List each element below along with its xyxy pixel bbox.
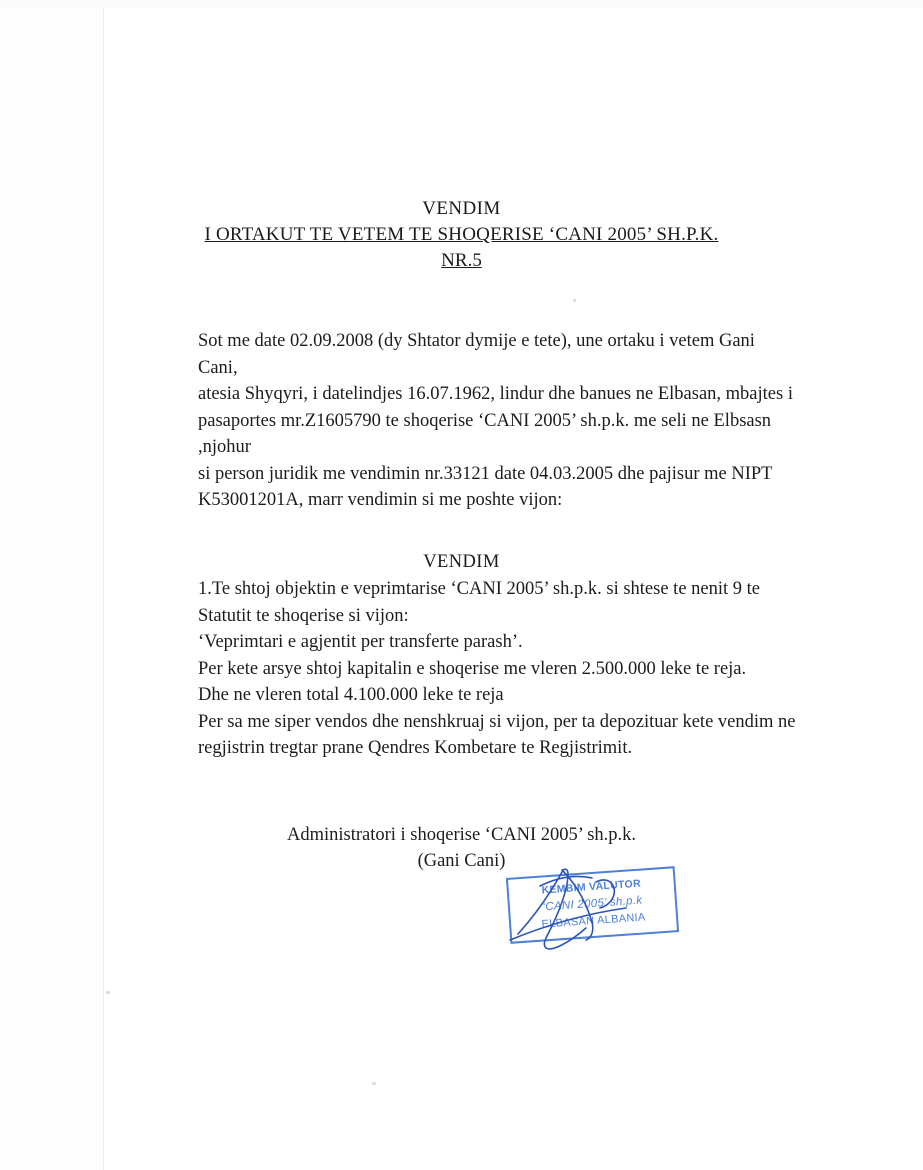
intro-paragraphs [198,328,798,514]
stamp-line-2: ‘CANI 2005’ sh.p.k [542,894,643,914]
title-line-2: I ORTAKUT TE VETEM TE SHOQERISE ‘CANI 2005’ SH.P.K. [204,224,719,245]
signature-block [0,822,923,874]
decision-paragraph: 1.Te shtoj objektin e veprimtarise ‘CANI 2005’ sh.p.k. si shtese te nenit 9 te Statutit te shoqerise si vijon: [198,579,760,626]
decision-paragraph: Dhe ne vleren total 4.100.000 leke te reja [198,685,504,705]
intro-paragraph: pasaportes mr.Z1605790 te shoqerise ‘CANI 2005’ sh.p.k. me seli ne Elbsasn ,njohur [198,410,772,457]
company-stamp [506,866,679,944]
decision-paragraph: Per kete arsye shtoj kapitalin e shoqerise me vleren 2.500.000 leke te reja. [198,658,747,679]
decision-paragraphs [198,576,803,762]
title-line-1: VENDIM [422,198,501,219]
stamp-line-3: ELBASAN ALBANIA [541,911,646,931]
intro-paragraph: Sot me date 02.09.2008 (dy Shtator dymije e tete), une ortaku i vetem Gani Cani, [198,331,755,378]
section-heading: VENDIM [423,552,500,572]
document-title [0,196,923,274]
stamp-line-1: KEMBIM VALUTOR [541,877,642,897]
decision-paragraph: ‘Veprimtari e agjentit per transferte parash’. [198,632,523,652]
intro-paragraph: atesia Shyqyri, i datelindjes 16.07.1962, lindur dhe banues ne Elbasan, mbajtes i [198,384,793,404]
intro-paragraph: K53001201A, marr vendimin si me poshte vijon: [198,490,563,510]
signature-name: (Gani Cani) [417,851,506,871]
title-line-3: NR.5 [441,250,482,271]
signature-role: Administratori i shoqerise ‘CANI 2005’ sh.p.k. [286,825,637,845]
decision-paragraph: Per sa me siper vendos dhe nenshkruaj si vijon, per ta depozituar kete vendim ne regjistrin tregtar prane Qendres Kombetare te Regjistrimit. [198,711,796,758]
intro-paragraph: si person juridik me vendimin nr.33121 date 04.03.2005 dhe pajisur me NIPT [198,463,773,484]
